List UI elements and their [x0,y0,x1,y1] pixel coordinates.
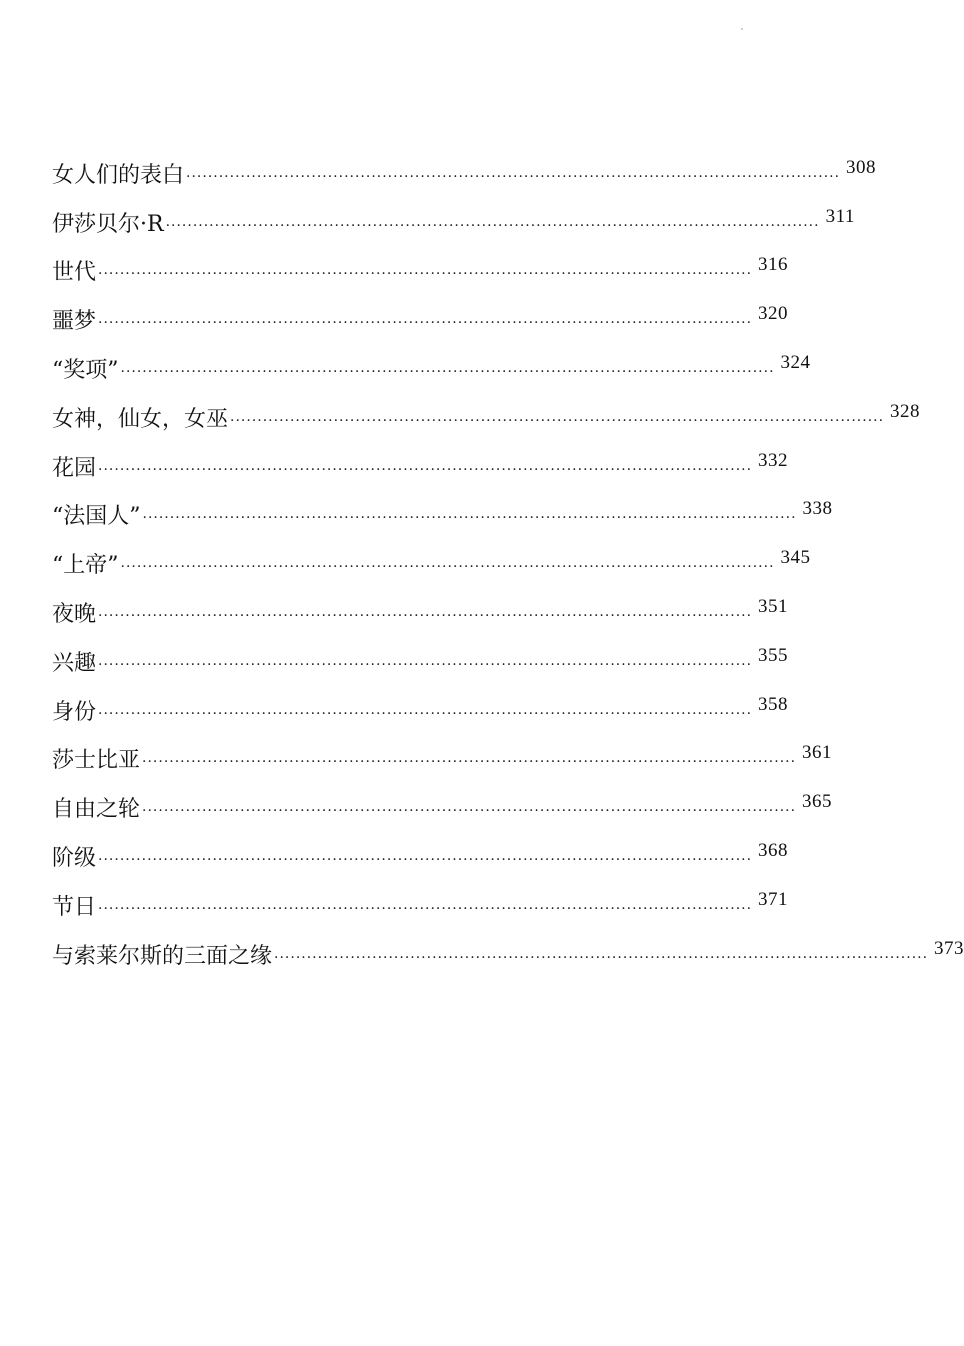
toc-entry-title: 阶级 [52,845,97,871]
toc-entry[interactable] [52,919,964,969]
dot-leader: ························································································································ [120,559,775,576]
toc-entry-page: 358 [758,693,789,715]
toc-entry-page: 320 [758,303,789,325]
toc-entry-page: 328 [890,400,921,422]
toc-entry-title: “法国人” [52,504,141,530]
dot-leader: ························································································································ [98,315,753,332]
toc-entry-page: 316 [758,254,789,276]
dot-leader: ························································································································ [274,949,929,966]
dot-leader: ························································································································ [98,705,753,722]
toc-entry-page: 368 [758,839,789,861]
toc-entry-title: 身份 [52,699,97,725]
dot-leader: ························································································································ [98,607,753,624]
toc-entry[interactable] [52,577,789,627]
dot-leader: ························································································································ [186,168,841,185]
toc-entry[interactable] [52,431,789,481]
toc-entry-page: 351 [758,595,789,617]
toc-entry-page: 311 [825,205,855,227]
toc-entry-title: 莎士比亚 [52,748,141,774]
dot-leader: ························································································································ [98,461,753,478]
dot-leader: ························································································································ [165,217,820,234]
toc-entry-title: 伊莎贝尔·R [52,211,164,237]
dot-leader: ························································································································ [120,363,775,380]
toc-entry[interactable] [52,333,811,383]
toc-entry[interactable] [52,187,855,237]
toc-entry-page: 308 [846,156,877,178]
toc-entry[interactable] [52,724,833,774]
toc-entry-title: 夜晚 [52,601,97,627]
toc-entry-page: 324 [780,351,811,373]
dot-leader: ························································································································ [142,510,797,527]
toc-entry-title: “上帝” [52,553,119,579]
toc-entry-page: 338 [802,498,833,520]
scan-speck [741,28,743,30]
toc-entry-page: 365 [802,791,833,813]
toc-entry[interactable] [52,236,789,286]
table-of-contents [52,138,964,969]
toc-entry-page: 332 [758,449,789,471]
toc-entry-title: 噩梦 [52,309,97,335]
dot-leader: ························································································································ [98,851,753,868]
toc-entry-title: 与索莱尔斯的三面之缘 [52,943,273,969]
toc-entry[interactable] [52,626,789,676]
toc-entry[interactable] [52,284,789,335]
toc-entry-page: 355 [758,644,789,666]
toc-entry[interactable] [52,382,921,432]
toc-entry-title: 节日 [52,894,97,920]
toc-entry[interactable] [52,870,789,920]
toc-entry[interactable] [52,821,789,871]
toc-entry-page: 361 [802,742,833,764]
dot-leader: ························································································································ [98,266,753,283]
toc-entry[interactable] [52,772,833,823]
toc-entry-title: 女人们的表白 [52,162,185,188]
dot-leader: ························································································································ [98,656,753,673]
toc-entry-title: 女神，仙女，女巫 [52,406,229,432]
dot-leader: ························································································································ [142,803,797,820]
toc-entry-title: 自由之轮 [52,797,141,823]
toc-entry-title: 兴趣 [52,650,97,676]
toc-entry-page: 345 [780,547,811,569]
dot-leader: ························································································································ [142,754,797,771]
toc-entry-page: 371 [758,888,789,910]
toc-entry-title: 花园 [52,455,97,481]
toc-entry-title: “奖项” [52,357,119,383]
dot-leader: ························································································································ [230,412,885,429]
toc-entry[interactable] [52,675,789,725]
toc-entry[interactable] [52,528,811,579]
dot-leader: ························································································································ [98,900,753,917]
toc-entry[interactable] [52,138,877,188]
toc-entry-title: 世代 [52,260,97,286]
toc-entry[interactable] [52,480,833,530]
toc-entry-page: 373 [934,937,964,959]
